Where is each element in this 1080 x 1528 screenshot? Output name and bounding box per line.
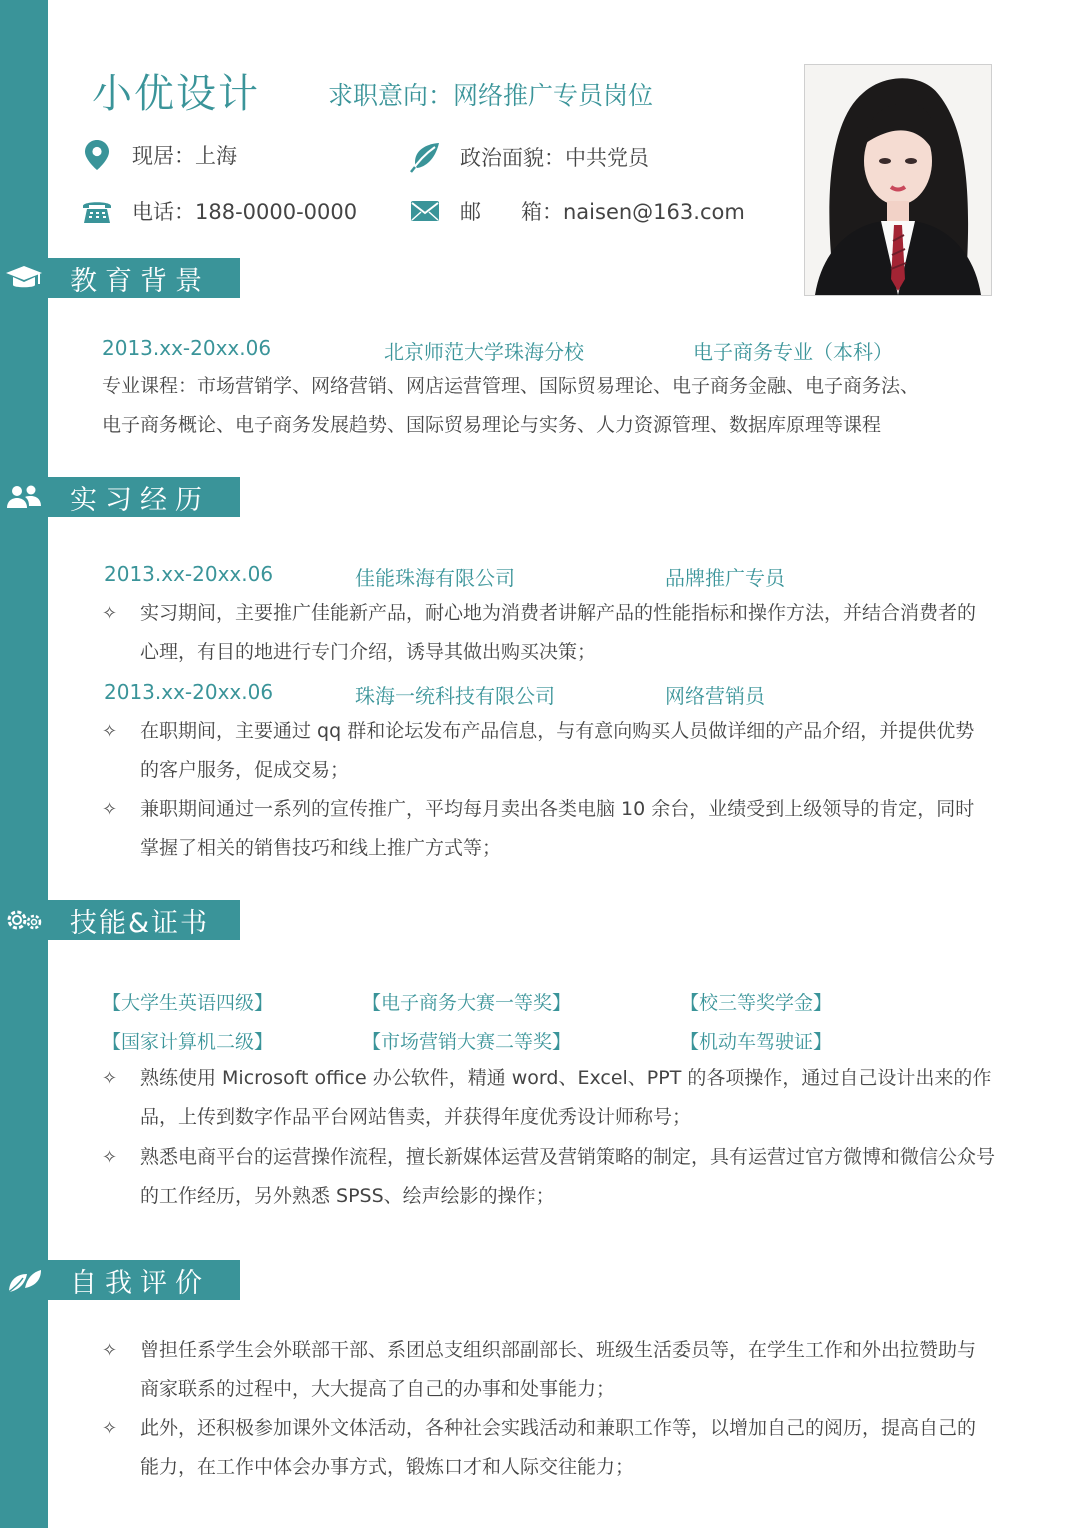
- leaves-icon: [0, 1260, 48, 1300]
- bullet-star-icon: ✧: [102, 1147, 118, 1168]
- bullet-star-icon: ✧: [102, 603, 118, 624]
- location-pin-icon: [80, 138, 114, 172]
- profile-photo: [804, 64, 992, 296]
- cert-item: 【电子商务大赛一等奖】: [362, 992, 572, 1014]
- list-item: [102, 712, 982, 790]
- cert-item: 【机动车驾驶证】: [680, 1031, 833, 1053]
- edu-major: 电子商务专业（本科）: [693, 340, 893, 364]
- list-item: [102, 1409, 982, 1487]
- list-item: [102, 1059, 1002, 1137]
- job-role: 品牌推广专员: [665, 566, 785, 590]
- email-label: 邮: [460, 200, 521, 224]
- edu-school: 北京师范大学珠海分校: [384, 340, 584, 364]
- bullet-text: 在职期间，主要通过 qq 群和论坛发布产品信息，与有意向购买人员做详细的产品介绍，并提供优势的客户服务，促成交易；: [140, 720, 975, 781]
- leaf-icon: [408, 140, 442, 174]
- phone-row: [80, 194, 357, 228]
- bullet-text: 实习期间，主要推广佳能新产品，耐心地为消费者讲解产品的性能指标和操作方法，并结合消费者的心理，有目的地进行专门介绍，诱导其做出购买决策；: [140, 602, 977, 663]
- list-item: [102, 790, 982, 868]
- residence-row: [80, 138, 237, 172]
- residence-text: 现居：上海: [132, 144, 237, 168]
- cert-item: 【国家计算机二级】: [102, 1031, 274, 1053]
- job-company: 珠海一统科技有限公司: [355, 684, 555, 708]
- telephone-icon: [80, 194, 114, 228]
- graduation-cap-icon: [0, 258, 48, 298]
- phone-text: 电话：188-0000-0000: [132, 200, 358, 224]
- political-text: 政治面貌：中共党员: [460, 146, 649, 170]
- applicant-name: 小优设计: [92, 71, 260, 117]
- job-intent: 求职意向：网络推广专员岗位: [328, 81, 654, 110]
- bullet-star-icon: ✧: [102, 799, 118, 820]
- section-header-internship: [0, 477, 240, 517]
- political-row: [408, 140, 649, 174]
- job-date: 2013.xx-20xx.06: [104, 680, 274, 704]
- edu-courses: [102, 367, 982, 445]
- cert-item: 【校三等奖学金】: [680, 992, 833, 1014]
- bullet-text: 曾担任系学生会外联部干部、系团总支组织部副部长、班级生活委员等，在学生工作和外出拉赞助与商家联系的过程中，大大提高了自己的办事和处事能力；: [140, 1339, 977, 1400]
- section-title: 教育背景: [48, 258, 240, 298]
- people-icon: [0, 477, 48, 517]
- section-title: 实习经历: [48, 477, 240, 517]
- bullet-star-icon: ✧: [102, 721, 118, 742]
- cert-item: 【大学生英语四级】: [102, 992, 274, 1014]
- envelope-icon: [408, 194, 442, 228]
- section-header-self-eval: [0, 1260, 240, 1300]
- edu-courses-line: 专业课程：市场营销学、网络营销、网店运营管理、国际贸易理论、电子商务金融、电子商务法、: [102, 375, 920, 397]
- bullet-text: 熟悉电商平台的运营操作流程，擅长新媒体运营及营销策略的制定，具有运营过官方微博和微信公众号的工作经历，另外熟悉 SPSS、绘声绘影的操作；: [140, 1146, 996, 1207]
- cert-item: 【市场营销大赛二等奖】: [362, 1031, 572, 1053]
- bullet-text: 此外，还积极参加课外文体活动，各种社会实践活动和兼职工作等，以增加自己的阅历，提高自己的能力，在工作中体会办事方式，锻炼口才和人际交往能力；: [140, 1417, 977, 1478]
- list-item: [102, 594, 982, 672]
- email-text: 箱：naisen@163.com: [521, 200, 745, 224]
- list-item: [102, 1331, 982, 1409]
- bullet-text: 兼职期间通过一系列的宣传推广，平均每月卖出各类电脑 10 余台，业绩受到上级领导的肯定，同时掌握了相关的销售技巧和线上推广方式等；: [140, 798, 975, 859]
- gears-icon: [0, 900, 48, 940]
- job-date: 2013.xx-20xx.06: [104, 562, 274, 586]
- bullet-star-icon: ✧: [102, 1418, 118, 1439]
- section-header-skills: [0, 900, 240, 940]
- bullet-star-icon: ✧: [102, 1068, 118, 1089]
- bullet-text: 熟练使用 Microsoft office 办公软件，精通 word、Excel、PPT 的各项操作，通过自己设计出来的作品，上传到数字作品平台网站售卖，并获得年度优秀设计师称号；: [140, 1067, 992, 1128]
- edu-courses-line: 电子商务概论、电子商务发展趋势、国际贸易理论与实务、人力资源管理、数据库原理等课程: [102, 414, 882, 436]
- list-item: [102, 1138, 1002, 1216]
- email-row: [408, 194, 745, 228]
- job-company: 佳能珠海有限公司: [355, 566, 515, 590]
- bullet-star-icon: ✧: [102, 1340, 118, 1361]
- job-role: 网络营销员: [665, 684, 765, 708]
- edu-date: 2013.xx-20xx.06: [102, 336, 272, 360]
- section-title: 技能&证书: [48, 900, 240, 940]
- section-title: 自我评价: [48, 1260, 240, 1300]
- section-header-education: [0, 258, 240, 298]
